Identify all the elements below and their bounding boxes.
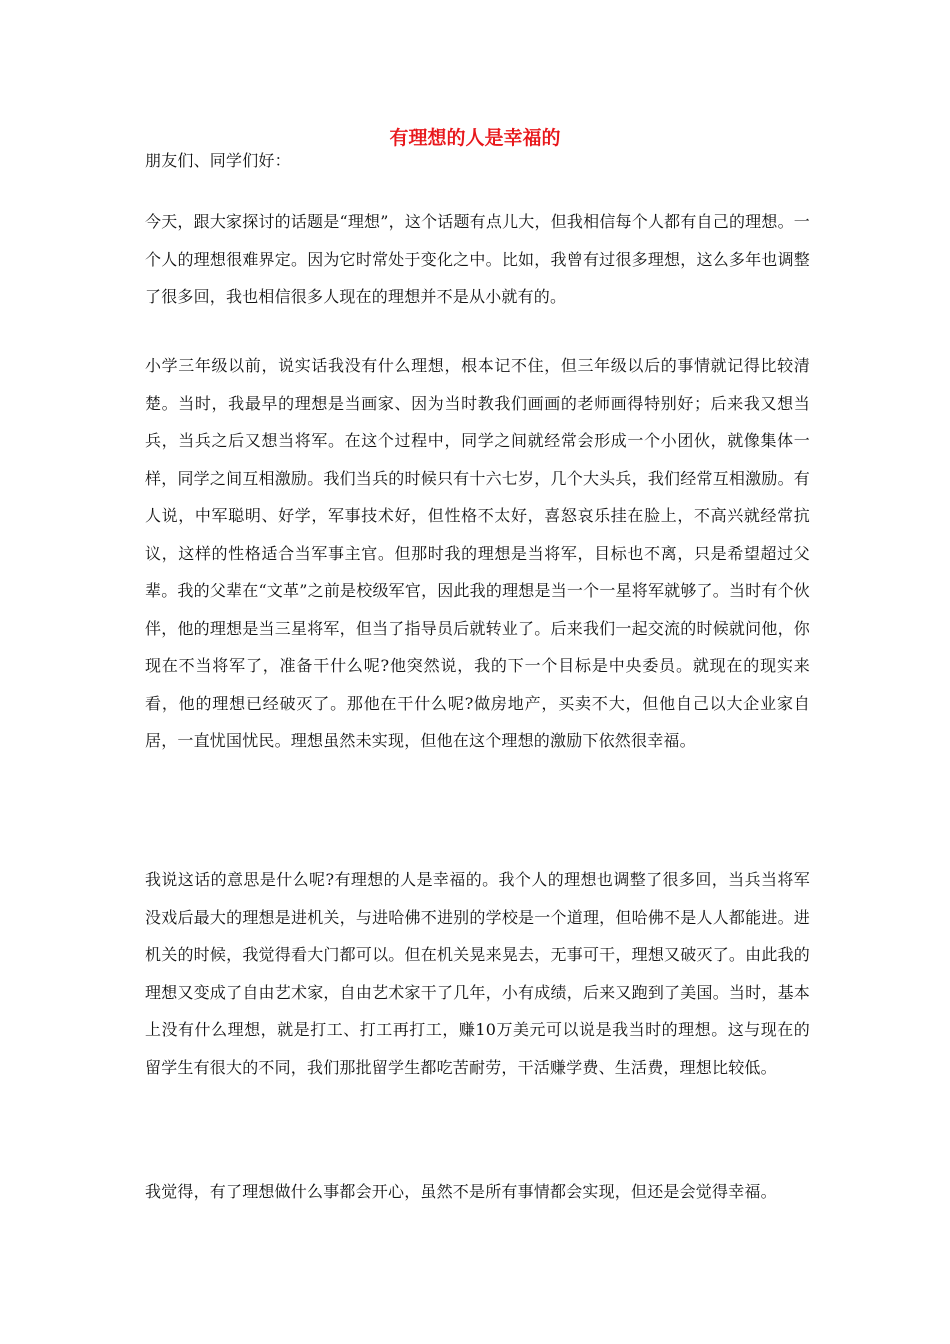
document-title: 有理想的人是幸福的	[389, 127, 561, 149]
paragraph-2: 小学三年级以前，说实话我没有什么理想，根本记不住，但三年级以后的事情就记得比较清楚。当时，我最早的理想是当画家、因为当时教我们画画的老师画得特别好；后来我又想当兵，当兵之后又想当将军。在这个过程中，同学之间就经常会形成一个小团伙，就像集体一样，同学之间互相激励。我们当兵的时候只有十六七岁，几个大头兵，我们经常互相激励。有人说，中军聪明、好学，军事技术好，但性格不太好，喜怒哀乐挂在脸上，不高兴就经常抗议，这样的性格适合当军事主官。但那时我的理想是当将军，目标也不离，只是希望超过父辈。我的父辈在“文革”之前是校级军官，因此我的理想是当一个一星将军就够了。当时有个伙伴，他的理想是当三星将军，但当了指导员后就转业了。后来我们一起交流的时候就问他，你现在不当将军了，准备干什么呢?他突然说，我的下一个目标是中央委员。就现在的现实来看，他的理想已经破灭了。那他在干什么呢?做房地产，买卖不大，但他自己以大企业家自居，一直忧国忧民。理想虽然未实现，但他在这个理想的激励下依然很幸福。	[145, 356, 810, 750]
paragraph-3: 我说这话的意思是什么呢?有理想的人是幸福的。我个人的理想也调整了很多回，当兵当将军没戏后最大的理想是进机关，与进哈佛不进别的学校是一个道理，但哈佛不是人人都能进。进机关的时候，我觉得看大门都可以。但在机关晃来晃去，无事可干，理想又破灭了。由此我的理想又变成了自由艺术家，自由艺术家干了几年，小有成绩，后来又跑到了美国。当时，基本上没有什么理想，就是打工、打工再打工，赚10万美元可以说是我当时的理想。这与现在的留学生有很大的不同，我们那批留学生都吃苦耐劳，干活赚学费、生活费，理想比较低。	[145, 870, 810, 1077]
paragraph-1: 今天，跟大家探讨的话题是“理想”，这个话题有点儿大，但我相信每个人都有自己的理想。一个人的理想很难界定。因为它时常处于变化之中。比如，我曾有过很多理想，这么多年也调整了很多回，我也相信很多人现在的理想并不是从小就有的。	[145, 212, 810, 306]
paragraph-4: 我觉得，有了理想做什么事都会开心，虽然不是所有事情都会实现，但还是会觉得幸福。	[145, 1182, 777, 1201]
greeting: 朋友们、同学们好：	[145, 151, 291, 170]
